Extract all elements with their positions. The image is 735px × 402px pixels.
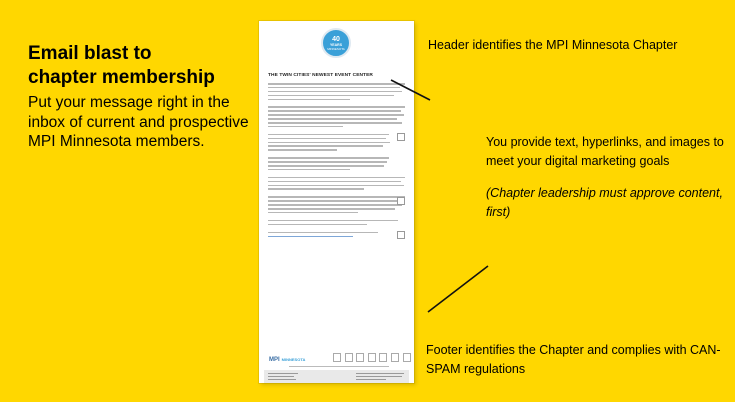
footer-connector-line xyxy=(428,266,488,312)
lead-body: Put your message right in the inbox of current and prospective MPI Minnesota members. xyxy=(28,94,249,151)
email-header-badge xyxy=(321,28,351,58)
social-icon xyxy=(391,353,399,362)
badge-number: 40 xyxy=(332,36,340,43)
callout-content-note: (Chapter leadership must approve content, first) xyxy=(486,186,723,219)
social-icon xyxy=(403,353,411,362)
social-icon xyxy=(368,353,376,362)
callout-footer: Footer identifies the Chapter and complies with CAN-SPAM regulations xyxy=(426,343,721,376)
social-icons xyxy=(333,353,411,362)
callout-header: Header identifies the MPI Minnesota Chapter xyxy=(428,38,678,52)
email-heading: THE TWIN CITIES' NEWEST EVENT CENTER xyxy=(268,73,373,78)
badge-sub: MINNESOTA xyxy=(327,47,345,51)
badge-word: YEARS xyxy=(329,43,343,47)
content-checkbox xyxy=(397,231,405,239)
lead-title: Email blast to chapter membership xyxy=(28,43,215,88)
email-mockup xyxy=(259,21,414,383)
content-checkbox xyxy=(397,197,405,205)
social-icon xyxy=(345,353,353,362)
callout-content-text: You provide text, hyperlinks, and images to meet your digital marketing goals xyxy=(486,135,724,168)
email-copyright-line xyxy=(289,366,389,367)
email-footer-logo xyxy=(269,357,305,363)
footer-logo-sub: MINNESOTA xyxy=(281,357,306,362)
social-icon xyxy=(333,353,341,362)
social-icon xyxy=(356,353,364,362)
email-body-text xyxy=(268,83,405,239)
email-footer-band xyxy=(264,370,409,383)
content-checkbox xyxy=(397,133,405,141)
callout-content xyxy=(486,133,726,222)
social-icon xyxy=(379,353,387,362)
footer-logo-text: MPI xyxy=(269,357,280,363)
